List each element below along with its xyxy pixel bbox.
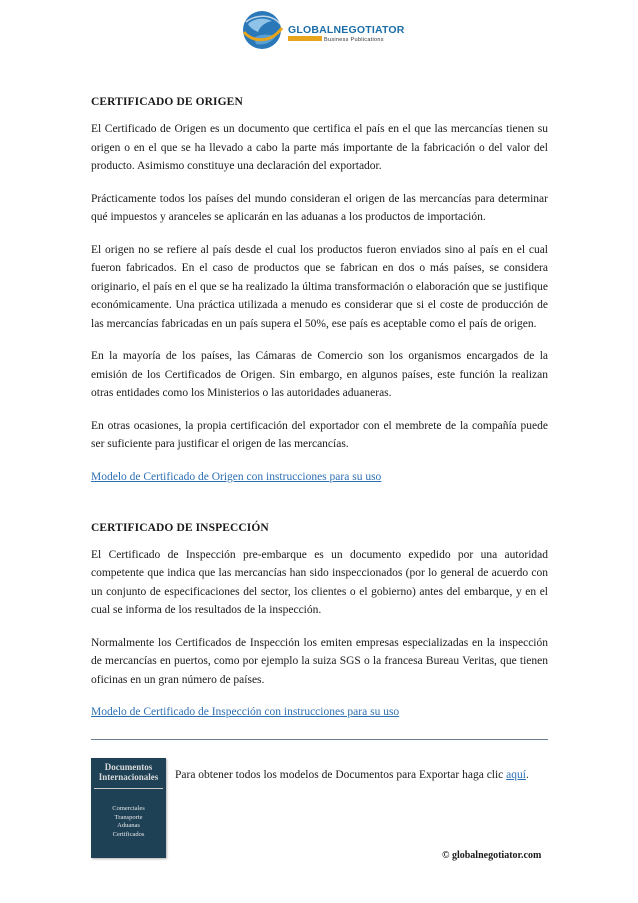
cover-divider xyxy=(94,788,163,789)
cover-title-line-1: Documentos xyxy=(104,762,153,772)
section-heading-inspeccion: CERTIFICADO DE INSPECCIÓN xyxy=(91,521,269,534)
globalnegotiator-logo xyxy=(240,8,405,56)
paragraph: En otras ocasiones, la propia certificación del exportador con el membrete de la compañía puede ser suficiente para justificar el origen de las mercancías. xyxy=(91,419,548,450)
cover-title xyxy=(91,762,166,782)
logo-name: GLOBALNEGOTIATOR xyxy=(288,24,405,36)
logo-accent-bar xyxy=(288,36,322,41)
paragraph: Prácticamente todos los países del mundo consideran el origen de las mercancías para determinar qué impuestos y aranceles se aplicarán en las aduanas a los productos de importación. xyxy=(91,192,548,223)
paragraph: El Certificado de Inspección pre-embarque es un documento expedido por una autoridad competente que indica que las mercancías han sido inspeccionados (por lo general de acuerdo con un conjunto de especificaciones del sector, los clientes o el gobierno) antes del embarque, y en el cual se informa de los resultados de la inspección. xyxy=(91,548,548,616)
cover-item: Comerciales xyxy=(112,805,145,812)
cover-title-line-2: Internacionales xyxy=(98,772,159,782)
footer-divider xyxy=(91,739,548,740)
promo-text xyxy=(175,766,545,784)
cover-list xyxy=(91,805,166,839)
promo-link-suffix: . xyxy=(525,769,529,781)
copyright-notice: © globalnegotiator.com xyxy=(442,850,542,861)
promo-link-here[interactable]: aquí xyxy=(506,769,526,781)
promo-message: Para obtener todos los modelos de Documentos para Exportar haga clic xyxy=(175,769,504,781)
cover-item: Certificados xyxy=(112,830,145,838)
paragraph: El Certificado de Origen es un documento que certifica el país en el que las mercancías tienen su origen o en el que se ha llevado a cabo la parte más importante de la fabricación o del valor del producto. Asimismo constituye una declaración del exportador. xyxy=(91,123,548,172)
paragraph: El origen no se refiere al país desde el cual los productos fueron enviados sino al país en el cual fueron fabricados. En el caso de productos que se fabrican en dos o más países, se considera originario, el país en el que se ha realizado la última transformación o elaboración que se justifique económicamente. Una práctica utilizada a menudo es considerar que si el coste de producción de las mercancías fabricadas en un país supera el 50%, ese país es aceptable como el país de origen. xyxy=(91,243,548,330)
paragraph: Normalmente los Certificados de Inspección los emiten empresas especializadas en la inspección de mercancías en puertos, como por ejemplo la suiza SGS o la francesa Bureau Veritas, que tienen oficinas en un gran número de países. xyxy=(91,636,548,686)
model-link-origen[interactable]: Modelo de Certificado de Origen con instrucciones para su uso xyxy=(91,470,382,483)
document-body xyxy=(91,96,548,757)
book-cover-image xyxy=(91,758,166,858)
section-heading-origen: CERTIFICADO DE ORIGEN xyxy=(91,96,243,108)
logo-subtitle: Business Publications xyxy=(324,37,384,43)
cover-item: Transporte xyxy=(114,813,143,821)
cover-item: Aduanas xyxy=(117,822,140,829)
model-link-inspeccion[interactable]: Modelo de Certificado de Inspección con instrucciones para su uso xyxy=(91,706,400,718)
paragraph: En la mayoría de los países, las Cámaras de Comercio son los organismos encargados de la emisión de los Certificados de Origen. Sin embargo, en algunos países, este función la realizan otras entidades como los Ministerios o las autoridades aduaneras. xyxy=(91,350,548,399)
globe-icon xyxy=(240,8,284,52)
